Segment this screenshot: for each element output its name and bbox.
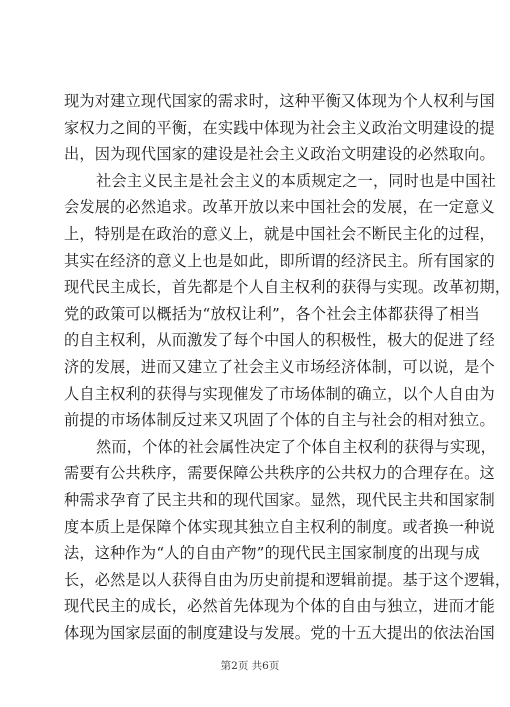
paragraph xyxy=(64,88,495,168)
text-line: 种需求孕育了民主共和的现代国家。显然，现代民主共和国家制 xyxy=(64,490,495,509)
paragraph xyxy=(64,434,510,647)
page-footer: 第2页 共6页 xyxy=(220,660,280,672)
text-line: 人自主权利的获得与实现催发了市场体制的确立，以个人自由为 xyxy=(64,384,495,403)
text-line: 其实在经济的意义上也是如此，即所谓的经济民主。所有国家的 xyxy=(64,251,495,270)
text-line: 社会主义民主是社会主义的本质规定之一，同时也是中国社 xyxy=(96,171,497,190)
text-line: 的自主权利，从而激发了每个中国人的积极性，极大的促进了经 xyxy=(64,331,495,350)
text-line: 出，因为现代国家的建设是社会主义政治文明建设的必然取向。 xyxy=(64,145,495,164)
text-line: 需要有公共秩序，需要保障公共秩序的公共权力的合理存在。这 xyxy=(64,464,495,483)
text-line: 前提的市场体制反过来又巩固了个体的自主与社会的相对独立。 xyxy=(64,411,495,430)
paragraph xyxy=(64,168,510,434)
body-text xyxy=(64,88,510,646)
text-line: 现代民主成长，首先都是个人自主权利的获得与实现。改革初期， xyxy=(64,278,510,297)
text-line: 现为对建立现代国家的需求时，这种平衡又体现为个人权利与国 xyxy=(64,92,495,110)
text-line: 度本质上是保障个体实现其独立自主权利的制度。或者换一种说 xyxy=(64,517,495,536)
text-line: 法，这种作为“人的自由产物”的现代民主国家制度的出现与成 xyxy=(64,544,481,563)
text-line: 济的发展，进而又建立了社会主义市场经济体制，可以说，是个 xyxy=(64,357,495,376)
text-line: 家权力之间的平衡，在实践中体现为社会主义政治文明建设的提 xyxy=(64,118,495,137)
text-line: 党的政策可以概括为“放权让利”，各个社会主体都获得了相当 xyxy=(64,304,481,323)
text-line: 体现为国家层面的制度建设与发展。党的十五大提出的依法治国 xyxy=(64,623,495,642)
text-line: 会发展的必然追求。改革开放以来中国社会的发展，在一定意义 xyxy=(64,198,495,217)
text-line: 然而，个体的社会属性决定了个体自主权利的获得与实现， xyxy=(96,437,497,456)
text-line: 长，必然是以人获得自由为历史前提和逻辑前提。基于这个逻辑， xyxy=(64,570,510,589)
text-line: 上，特别是在政治的意义上，就是中国社会不断民主化的过程， xyxy=(64,224,495,243)
text-line: 现代民主的成长，必然首先体现为个体的自由与独立，进而才能 xyxy=(64,597,495,616)
